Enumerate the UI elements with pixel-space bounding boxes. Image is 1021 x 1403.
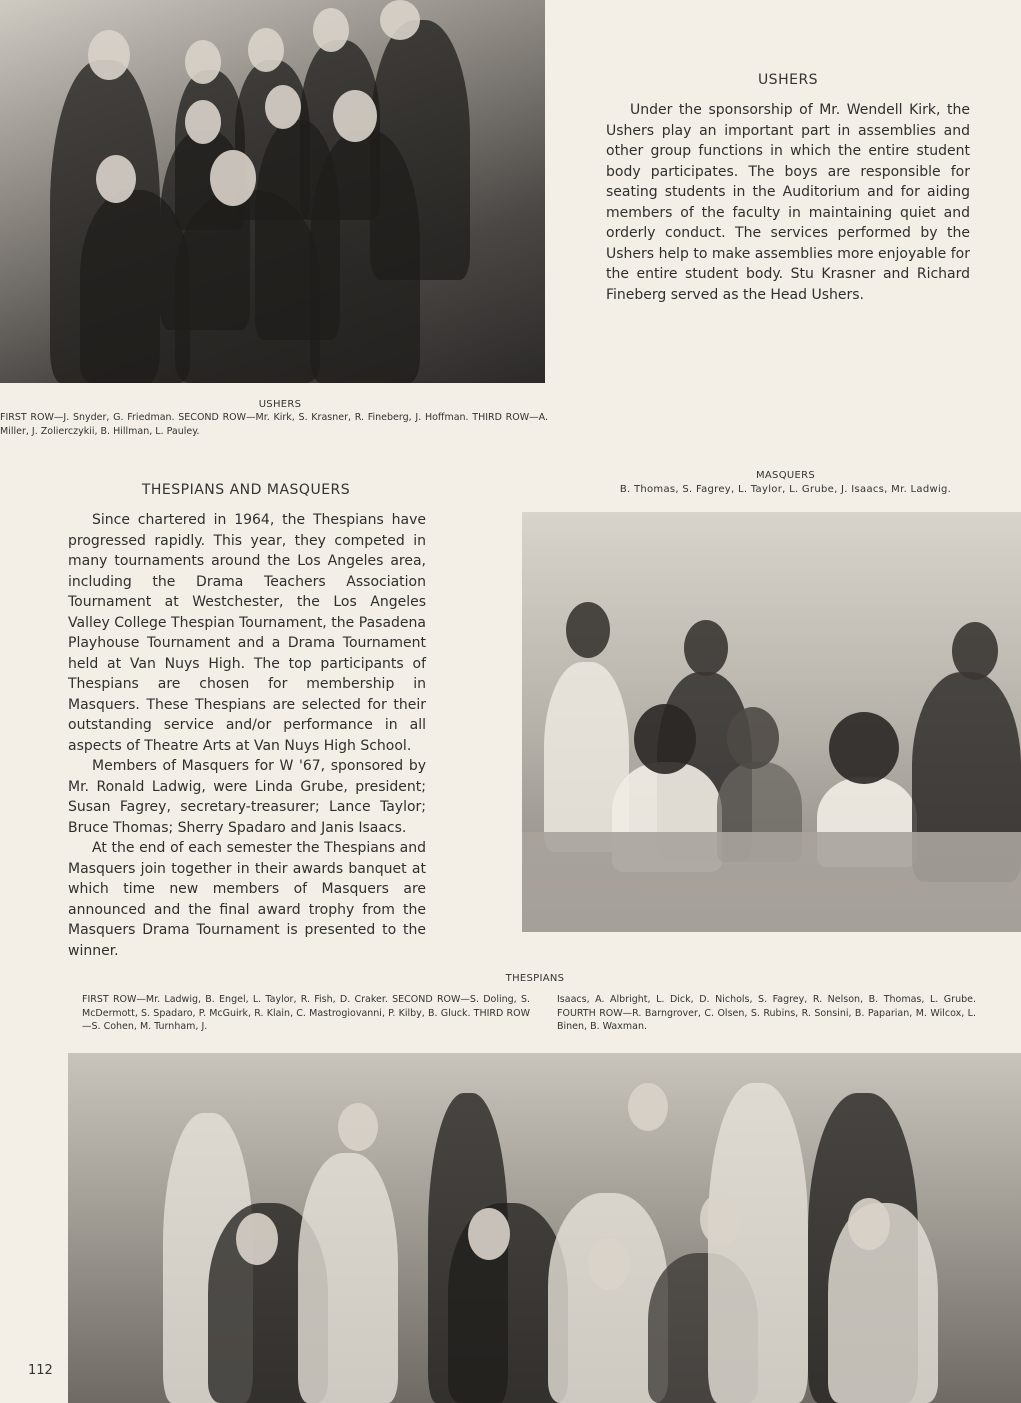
thespians-heading: THESPIANS AND MASQUERS [141, 482, 351, 498]
masquers-photo [522, 512, 1021, 932]
thespians-caption-right: Isaacs, A. Albright, L. Dick, D. Nichols, S. Fagrey, R. Nelson, B. Thomas, L. Grube. FOURTH ROW—R. Barngrover, C. Olsen, S. Rubins, R. Sonsini, B. Paparian, M. Wilcox, L. Binen, B. Waxman. [557, 994, 976, 1032]
masquers-caption-title: MASQUERS [755, 470, 816, 481]
page-number: 112 [28, 1363, 53, 1378]
thespians-photo [68, 1053, 1021, 1403]
masquers-caption-text: B. Thomas, S. Fagrey, L. Taylor, L. Grube, J. Isaacs, Mr. Ladwig. [619, 484, 952, 495]
thespians-paragraph-2: Members of Masquers for W '67, sponsored by Mr. Ronald Ladwig, were Linda Grube, president; Susan Fagrey, secretary-treasurer; Lance Taylor; Bruce Thomas; Sherry Spadaro and Janis Isaacs. [68, 758, 426, 836]
ushers-caption-text: FIRST ROW—J. Snyder, G. Friedman. SECOND ROW—Mr. Kirk, S. Krasner, R. Fineberg, J. Hoffman. THIRD ROW—A. Miller, J. Zolierczykii, B. Hillman, L. Pauley. [0, 412, 548, 437]
thespians-paragraph-3: At the end of each semester the Thespians and Masquers join together in their awards banquet at which time new members of Masquers are announced and the final award trophy from the Masquers Drama Tournament is presented to the winner. [68, 840, 426, 959]
thespians-caption-left: FIRST ROW—Mr. Ladwig, B. Engel, L. Taylor, R. Fish, D. Craker. SECOND ROW—S. Doling, S. McDermott, S. Spadaro, P. McGuirk, R. Klain, C. Mastrogiovanni, P. Kilby, B. Gluck. THIRD ROW—S. Cohen, M. Turnham, J. [82, 994, 530, 1032]
thespians-body [68, 510, 426, 961]
ushers-paragraph [606, 100, 970, 305]
ushers-photo [0, 0, 545, 383]
thespians-caption-title: THESPIANS [505, 973, 565, 984]
ushers-paragraph-text: Under the sponsorship of Mr. Wendell Kirk, the Ushers play an important part in assemblies and other group functions in which the entire student body participates. The boys are responsible for seating students in the Auditorium and for aiding members of the faculty in maintaining quiet and orderly conduct. The services performed by the Ushers help to make assemblies more enjoyable for the entire student body. Stu Krasner and Richard Fineberg served as the Head Ushers. [606, 102, 970, 303]
ushers-caption-title: USHERS [258, 399, 302, 410]
ushers-heading: USHERS [757, 72, 819, 88]
thespians-paragraph-1: Since chartered in 1964, the Thespians have progressed rapidly. This year, they competed in many tournaments around the Los Angeles area, including the Drama Teachers Association Tournament at Westchester, the Los Angeles Valley College Thespian Tournament, the Pasadena Playhouse Tournament and a Drama Tournament held at Van Nuys High. The top participants of Thespians are chosen for membership in Masquers. These Thespians are selected for their outstanding service and/or performance in all aspects of Theatre Arts at Van Nuys High School. [68, 512, 426, 754]
